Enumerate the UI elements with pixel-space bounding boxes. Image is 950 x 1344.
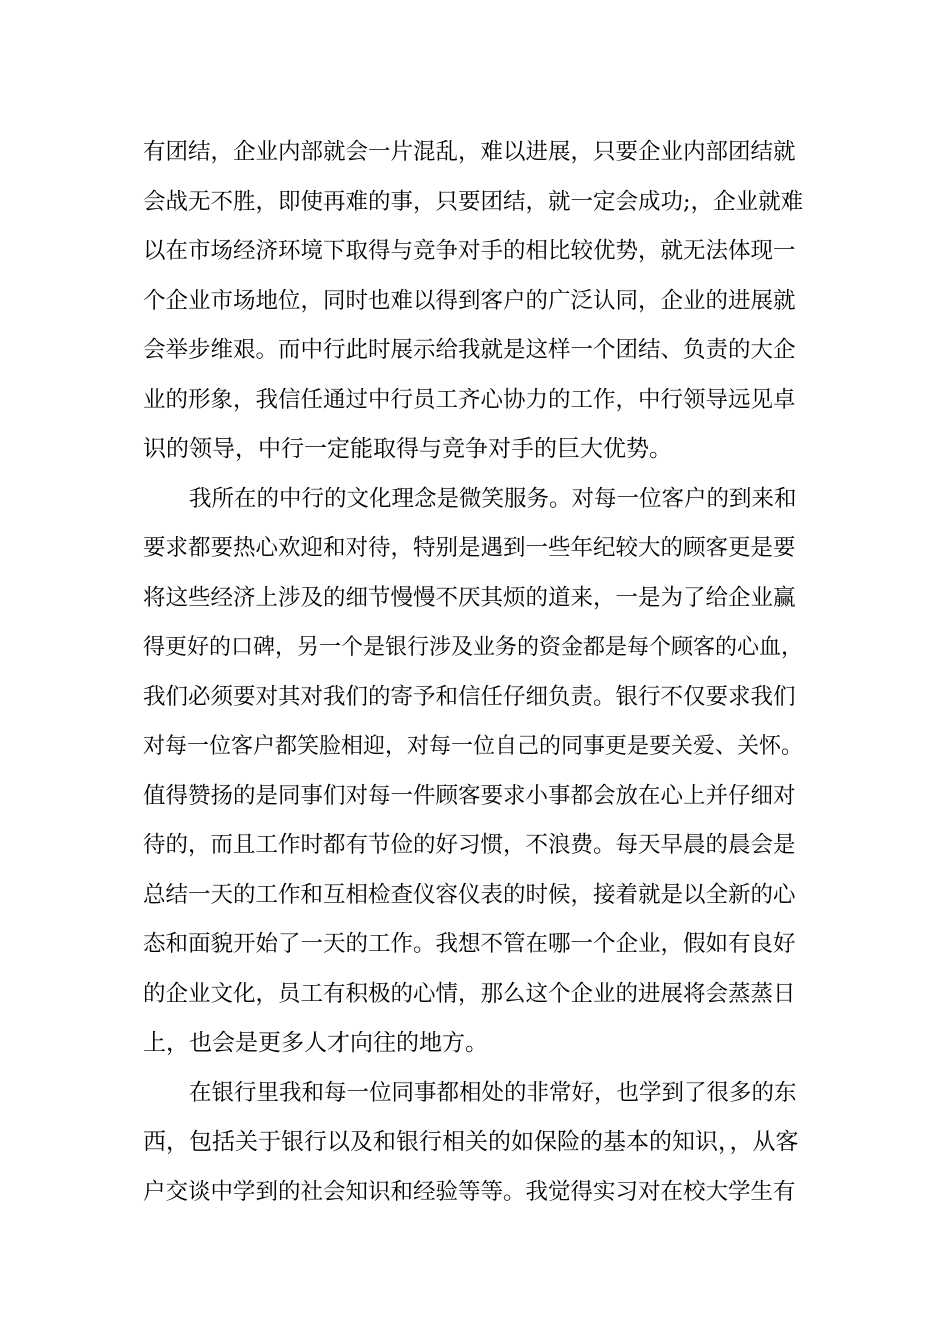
text-line: 以在市场经济环境下取得与竞争对手的相比较优势，就无法体现一 <box>143 238 796 264</box>
text-line: 将这些经济上涉及的细节慢慢不厌其烦的道来，一是为了给企业赢 <box>143 584 796 611</box>
text-line: 业的形象，我信任通过中行员工齐心协力的工作，中行领导远见卓 <box>143 386 796 413</box>
text-line: 态和面貌开始了一天的工作。我想不管在哪一个企业，假如有良好 <box>143 931 796 957</box>
text-line: 得更好的口碑，另一个是银行涉及业务的资金都是每个顾客的心血， <box>143 635 804 660</box>
document-body <box>143 128 807 1217</box>
text-line: 户交谈中学到的社会知识和经验等等。我觉得实习对在校大学生有 <box>143 1178 796 1205</box>
paragraph-1 <box>143 128 807 475</box>
text-line: 上，也会是更多人才向往的地方。 <box>143 1030 488 1056</box>
paragraph-3 <box>143 1069 807 1218</box>
text-line: 会战无不胜，即使再难的事，只要团结，就一定会成功;，企业就难 <box>143 188 804 215</box>
text-line: 要求都要热心欢迎和对待，特别是遇到一些年纪较大的顾客更是要 <box>143 535 796 561</box>
text-line: 我所在的中行的文化理念是微笑服务。对每一位客户的到来和 <box>189 485 797 512</box>
text-line: 的企业文化，员工有积极的心情，那么这个企业的进展将会蒸蒸日 <box>143 980 796 1007</box>
text-line: 会举步维艰。而中行此时展示给我就是这样一个团结、负责的大企 <box>143 337 796 363</box>
text-line: 个企业市场地位，同时也难以得到客户的广泛认同，企业的进展就 <box>143 287 796 314</box>
text-line: 西，包括关于银行以及和银行相关的如保险的基本的知识，，从客 <box>143 1129 799 1155</box>
text-line: 识的领导，中行一定能取得与竞争对手的巨大优势。 <box>143 436 672 462</box>
text-line: 我们必须要对其对我们的寄予和信任仔细负责。银行不仅要求我们 <box>143 683 796 710</box>
text-line: 待的，而且工作时都有节俭的好习惯，不浪费。每天早晨的晨会是 <box>143 832 796 858</box>
text-line: 值得赞扬的是同事们对每一件顾客要求小事都会放在心上并仔细对 <box>143 782 796 809</box>
text-line: 对每一位客户都笑脸相迎，对每一位自己的同事更是要关爱、关怀。 <box>143 734 804 759</box>
paragraph-2 <box>143 475 807 1069</box>
text-line: 有团结，企业内部就会一片混乱，难以进展，只要企业内部团结就 <box>143 139 796 165</box>
text-line: 在银行里我和每一位同事都相处的非常好，也学到了很多的东 <box>189 1079 797 1106</box>
text-line: 总结一天的工作和互相检查仪容仪表的时候，接着就是以全新的心 <box>143 881 796 908</box>
